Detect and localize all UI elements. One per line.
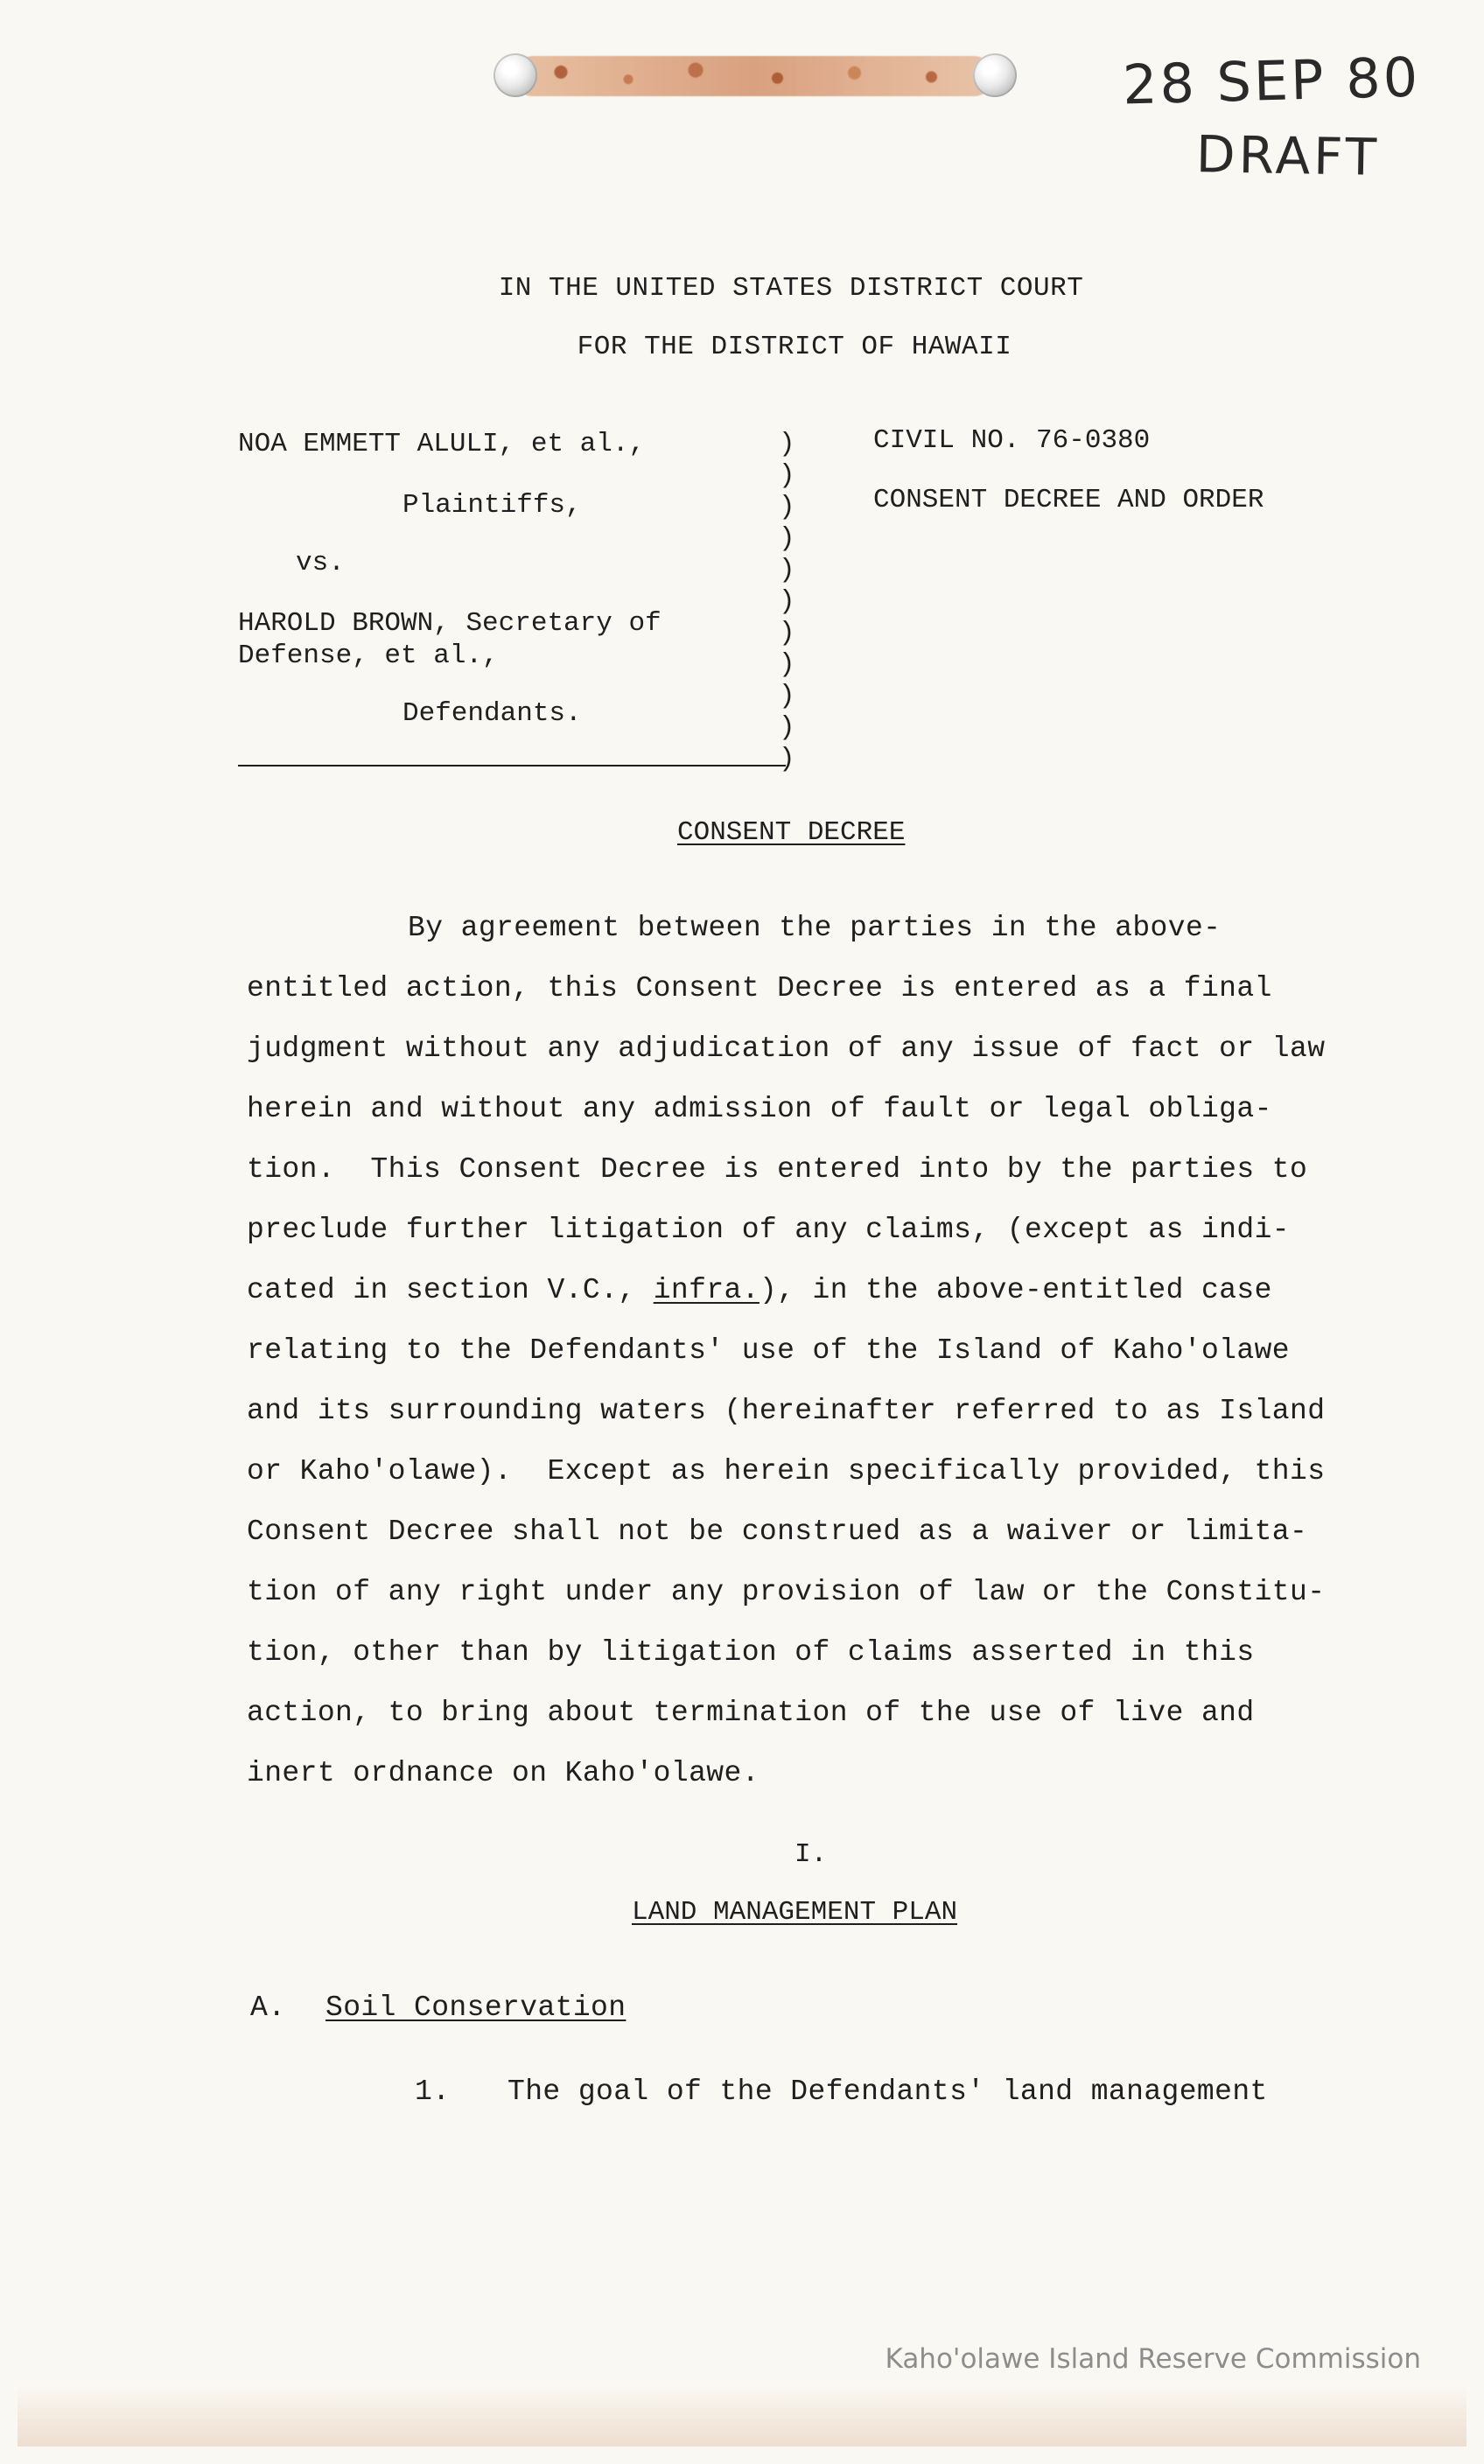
- paragraph-line-with-citation: [247, 1260, 1374, 1320]
- caption-bracket-column: ) ) ) ) ) ) ) ) ) ) ): [779, 429, 795, 774]
- paragraph-number: 1.: [415, 2076, 451, 2108]
- decree-title: CONSENT DECREE: [677, 817, 906, 848]
- caption-rule: [238, 765, 786, 766]
- court-heading-line-1: IN THE UNITED STATES DISTRICT COURT: [498, 273, 1084, 304]
- decree-paragraph: [247, 898, 1374, 1803]
- defendants-label: Defendants.: [402, 698, 582, 729]
- citation-prefix: cated in section V.C.,: [247, 1274, 636, 1306]
- paragraph-line: and its surrounding waters (hereinafter referred to as Island: [247, 1395, 1326, 1427]
- subsection-title: Soil Conservation: [326, 1992, 626, 2024]
- plaintiff-name: NOA EMMETT ALULI, et al.,: [238, 429, 646, 459]
- binder-hole-icon: [973, 53, 1017, 97]
- numbered-paragraph: [415, 2076, 1268, 2108]
- document-type: CONSENT DECREE AND ORDER: [873, 485, 1264, 515]
- rust-stain: [513, 56, 994, 96]
- paragraph-line: tion. This Consent Decree is entered into by the parties to: [247, 1153, 1308, 1186]
- page-bottom-edge: [18, 2385, 1466, 2446]
- subsection-letter: A.: [250, 1992, 286, 2024]
- handwritten-date: 28 SEP 80: [1122, 45, 1422, 117]
- section-title: LAND MANAGEMENT PLAN: [632, 1897, 958, 1928]
- paragraph-line: entitled action, this Consent Decree is entered as a final: [247, 972, 1272, 1004]
- subsection-heading: [250, 1992, 626, 2024]
- defendant-name: [238, 607, 794, 672]
- paragraph-line: tion of any right under any provision of law or the Constitu-: [247, 1576, 1326, 1608]
- versus-label: vs.: [296, 548, 345, 578]
- paragraph-line: or Kaho'olawe). Except as herein specifically provided, this: [247, 1455, 1326, 1488]
- archive-watermark: Kaho'olawe Island Reserve Commission: [885, 2343, 1421, 2375]
- paragraph-line: By agreement between the parties in the above-: [408, 912, 1222, 944]
- infra-citation: infra.: [653, 1274, 760, 1306]
- paragraph-line: tion, other than by litigation of claims asserted in this: [247, 1636, 1255, 1669]
- section-numeral: I.: [794, 1839, 828, 1870]
- court-heading-line-2: FOR THE DISTRICT OF HAWAII: [577, 332, 1012, 362]
- citation-suffix: ), in the above-entitled case: [759, 1274, 1272, 1306]
- civil-number: CIVIL NO. 76-0380: [873, 425, 1151, 456]
- defendant-name-line-2: Defense, et al.,: [238, 640, 499, 671]
- handwritten-note: [1119, 45, 1438, 206]
- paragraph-line: action, to bring about termination of the use of live and: [247, 1697, 1255, 1729]
- defendant-name-line-1: HAROLD BROWN, Secretary of: [238, 608, 662, 639]
- plaintiffs-label: Plaintiffs,: [402, 490, 582, 521]
- paragraph-line: herein and without any admission of fault or legal obliga-: [247, 1093, 1272, 1125]
- paragraph-line: Consent Decree shall not be construed as a waiver or limita-: [247, 1516, 1308, 1548]
- handwritten-draft-label: DRAFT: [1195, 124, 1381, 187]
- binder-hole-icon: [494, 53, 537, 97]
- paragraph-line: inert ordnance on Kaho'olawe.: [247, 1757, 760, 1789]
- paragraph-line: preclude further litigation of any claims, (except as indi-: [247, 1214, 1290, 1246]
- paragraph-line: judgment without any adjudication of any issue of fact or law: [247, 1032, 1326, 1065]
- rusted-staple-area: [486, 47, 1022, 105]
- paragraph-text: The goal of the Defendants' land management: [508, 2076, 1268, 2108]
- paragraph-line: relating to the Defendants' use of the Island of Kaho'olawe: [247, 1334, 1290, 1367]
